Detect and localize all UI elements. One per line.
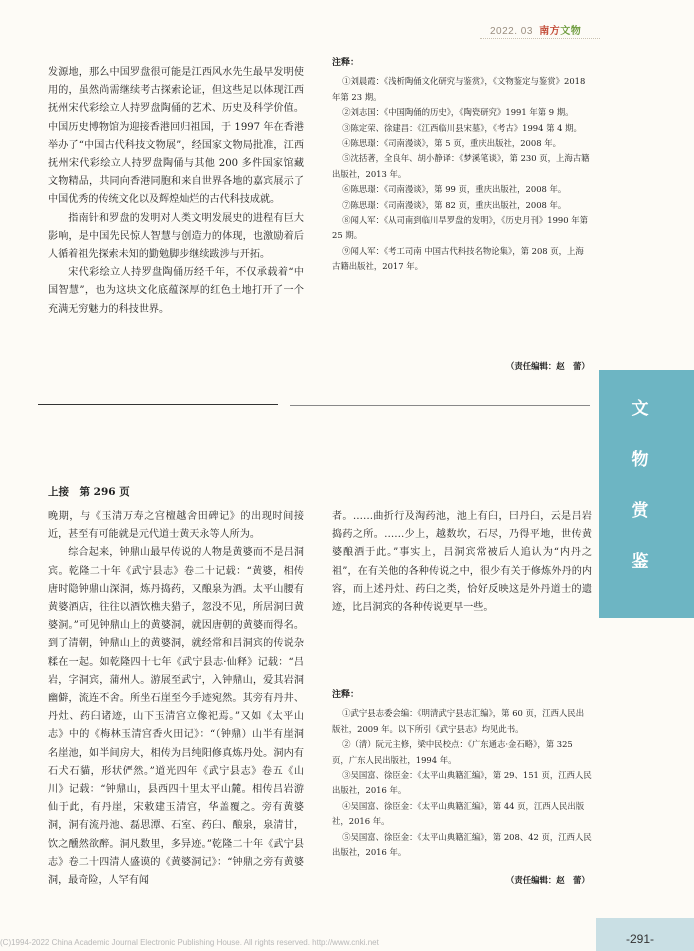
issue-number: 2022. 03 bbox=[490, 26, 533, 37]
section-char: 赏 bbox=[631, 501, 649, 521]
article-text-bottom-left bbox=[48, 508, 304, 890]
page-number: -291- bbox=[626, 932, 655, 946]
page-number-box bbox=[596, 918, 694, 951]
section-divider bbox=[290, 405, 590, 406]
note-item: ①武宁县志委会编：《明清武宁县志汇编》，第 60 页，江西人民出版社，2009 年。以下所引《武宁县志》均见此书。 bbox=[332, 708, 585, 734]
note-item: ③陈定荣、徐建昌：《江西临川县宋墓》，《考古》1994 第 4 期。 bbox=[342, 122, 582, 133]
note-item: ⑤沈括著，全良年、胡小静译：《梦溪笔谈》，第 230 页，上海古籍出版社，2013 年。 bbox=[332, 153, 590, 179]
paragraph: 晚期，与《玉清万寿之宫檀越舍田碑记》的出现时间接近，甚至有可能就是元代道士黄天永等人所为。 bbox=[48, 511, 304, 541]
article-text-top-left bbox=[48, 64, 304, 319]
paragraph: 者。……曲折行及淘药池，池上有臼，曰丹臼，云是吕岩捣药之所。……少上，越数坎，石尽，乃得平地，世传黄婆酿酒于此。”事实上，吕洞宾常被后人追认为“内丹之祖”，在有关他的各种传说之中，很少有关于修炼外丹的内容，而上述丹灶、药臼之类，恰好反映这是外丹道士的遗迹，比吕洞宾的各种传说更早一些。 bbox=[332, 511, 592, 614]
section-sidebar bbox=[599, 370, 694, 618]
paragraph: 指南针和罗盘的发明对人类文明发展史的进程有巨大影响，是中国先民惊人智慧与创造力的体现，也激励着后人循着祖先探索未知的勤勉脚步继续跋涉与开拓。 bbox=[48, 212, 304, 261]
notes-title: 注释： bbox=[332, 690, 360, 700]
note-item: ②刘志国：《中国陶俑的历史》，《陶瓷研究》1991 年第 9 期。 bbox=[342, 107, 574, 118]
continuation-label: 上接 第 296 页 bbox=[48, 486, 130, 498]
notes-bottom bbox=[332, 688, 592, 860]
notes-top bbox=[332, 56, 592, 275]
note-item: ①刘晨霞：《浅析陶俑文化研究与鉴赏》，《文物鉴定与鉴赏》2018 年第 23 期。 bbox=[332, 76, 586, 102]
paragraph: 综合起来，钟鼎山最早传说的人物是黄婆而不是吕洞宾。乾隆二十年《武宁县志》卷二十记载：“黄婆，相传唐时隐钟鼎山深洞，炼丹捣药，又酿泉为酒。太平山腰有黄婆酒店，往往以酒饮樵夫猎子，忽没不见，所居洞曰黄婆洞。”可见钟鼎山上的黄婆洞，就因唐朝的黄婆而得名。到了清朝，钟鼎山上的黄婆洞，就经常和吕洞宾的传说杂糅在一起。如乾隆四十七年《武宁县志·仙释》记载：“吕岩，字洞宾，蒲州人。游展至武宁，入钟鼎山，爱其岩洞幽僻，流连不舍。所坐石崖至今手迹宛然。其旁有丹井、丹灶、药臼诸迹，山下玉清宫立像祀焉。”又如《太平山志》中的《梅林玉清宫香火田记》：“（钟鼎）山半有崖洞名崖池，如半间房大，相传为吕纯阳修真炼丹处。洞内有石犬石貓，形状俨然。”道光四年《武宁县志》卷五《山川》记载：“钟鼎山，县西四十里太平山麓。相传吕岩游仙于此，有丹崖，宋敕建玉清宫，华盖覆之。旁有黄婆洞，洞有流丹池、磊思潭、石室、药臼、酿泉，泉清甘，饮之醺然欲醉。洞凡数里，多异迹。”乾隆二十年《武宁县志》卷二十四清人盛谟的《黄婆洞记》：“钟鼎之旁有黄婆洞，最奇险，人罕有闻 bbox=[48, 547, 304, 887]
note-item: ④陈思璟：《司南漫谈》，第 5 页，重庆出版社，2008 年。 bbox=[342, 138, 561, 149]
notes-title: 注释： bbox=[332, 58, 360, 68]
header-rule bbox=[480, 38, 600, 39]
copyright-footer: (C)1994-2022 China Academic Journal Electronic Publishing House. All rights reserved. http://www.cnki.net bbox=[0, 938, 379, 947]
paragraph: 宋代彩绘立人持罗盘陶俑历经千年，不仅承载着“中国智慧”，也为这块文化底蕴深厚的红色土地打开了一个充满无穷魅力的科技世界。 bbox=[48, 267, 304, 315]
article-text-bottom-right bbox=[332, 508, 592, 617]
magazine-logo: 南方文物 bbox=[539, 26, 582, 37]
note-item: ⑥陈思璟：《司南漫谈》，第 99 页，重庆出版社，2008 年。 bbox=[342, 184, 567, 195]
note-item: ⑤吴国富、徐臣金：《太平山典籍汇编》，第 208、42 页，江西人民出版社，2016 年。 bbox=[332, 831, 592, 858]
note-item: ⑦陈思璟：《司南漫谈》，第 82 页，重庆出版社，2008 年。 bbox=[342, 199, 567, 210]
paragraph: 发源地，那么中国罗盘很可能是江西风水先生最早发明使用的，虽然尚需继续考古探索论证，但这些足以体现江西抚州宋代彩绘立人持罗盘陶俑的艺术、历史及科学价值。中国历史博物馆为迎接香港回归祖国，于 1997 年在香港举办了“中国古代科技文物展”，经国家文物局批准，江西抚州宋代彩绘立人持罗盘陶俑与其他 200 多件国家馆藏文物精品，共同向香港同胞和来自世界各地的嘉宾展示了中国优秀的传统文化以及辉煌灿烂的古代科技成就。 bbox=[48, 67, 304, 206]
note-item: ⑧闻人军：《从司南到临川旱罗盘的发明》，《历史月刊》1990 年第 25 期。 bbox=[332, 215, 588, 241]
editor-credit: （责任编辑：赵 蕾） bbox=[506, 361, 590, 371]
section-divider bbox=[38, 404, 278, 405]
note-item: ⑨闻人军：《考工司南 中国古代科技名物论集》，第 208 页，上海古籍出版社，2017 年。 bbox=[332, 245, 584, 272]
section-char: 文 bbox=[631, 399, 649, 419]
page-header bbox=[490, 22, 581, 37]
note-item: ③吴国富、徐臣金：《太平山典籍汇编》，第 29、151 页，江西人民出版社，2016 年。 bbox=[332, 770, 592, 796]
section-char: 鉴 bbox=[631, 552, 649, 572]
editor-credit: （责任编辑：赵 蕾） bbox=[506, 875, 590, 885]
section-char: 物 bbox=[631, 450, 649, 470]
note-item: ②（清）阮元主修，梁中民校点：《广东通志·金石略》，第 325 页，广东人民出版社，1994 年。 bbox=[332, 739, 573, 765]
note-item: ④吴国富、徐臣金：《太平山典籍汇编》，第 44 页，江西人民出版社，2016 年。 bbox=[332, 800, 585, 827]
